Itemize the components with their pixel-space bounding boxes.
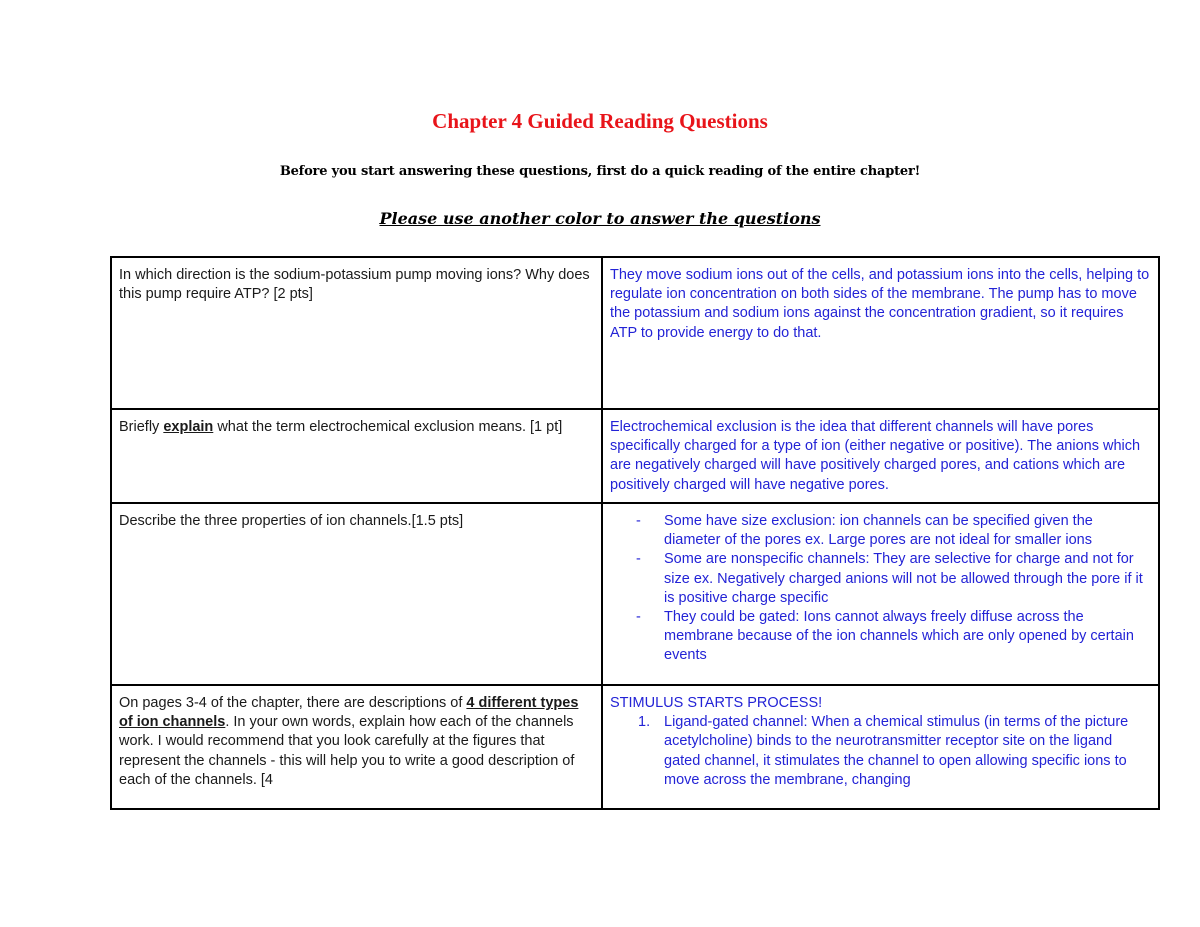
answer-cell (602, 685, 1159, 809)
page-title: Chapter 4 Guided Reading Questions (432, 109, 768, 133)
question-text-pre: Briefly (119, 419, 164, 435)
question-text-pre: On pages 3-4 of the chapter, there are descriptions of (119, 695, 467, 711)
questions-table (110, 256, 1160, 810)
table-row (111, 257, 1159, 409)
reading-note: Before you start answering these questions, first do a quick reading of the entire chapter! (279, 164, 921, 179)
list-item: - Some have size exclusion: ion channels can be specified given the diameter of the pores ex. Large pores are not ideal for smaller ions (664, 512, 1151, 550)
question-cell (111, 257, 602, 409)
answer-color-instruction: Please use another color to answer the questions (379, 209, 821, 228)
answer-cell (602, 503, 1159, 685)
answer-cell (602, 409, 1159, 503)
answer-text: Electrochemical exclusion is the idea that different channels will have pores specifically charged for a type of ion (either negative or positive). The anions which are negatively charged will have positively charged pores, and cations which are positively charged will have negative pores. (610, 419, 1141, 493)
list-item-text: Ligand-gated channel: When a chemical stimulus (in terms of the picture acetylcholine) binds to the neurotransmitter receptor site on the ligand gated channel, it stimulates the channel to open allowing specific ions to move across the membrane, changing (664, 714, 1129, 788)
question-emphasis: explain (163, 419, 214, 435)
question-emphasis: 4 different types of ion channels (119, 695, 579, 731)
question-text-post: what the term electrochemical exclusion means. [1 pt] (213, 419, 563, 435)
question-cell (111, 503, 602, 685)
question-text: In which direction is the sodium-potassium pump moving ions? Why does this pump require ATP? [2 pts] (119, 267, 590, 303)
channels-list (610, 713, 1151, 790)
table-row (111, 409, 1159, 503)
list-marker: 1. (638, 714, 651, 731)
question-text: Describe the three properties of ion channels.[1.5 pts] (119, 513, 464, 529)
list-item (638, 713, 1151, 790)
question-text-post: . In your own words, explain how each of the channels work. I would recommend that you look carefully at the figures that represent the channels - this will help you to write a good description of each of the channels. [4 (119, 714, 575, 788)
answer-text: They move sodium ions out of the cells, and potassium ions into the cells, helping to regulate ion concentration on both sides of the membrane. The pump has to move the potassium and sodium ions against the concentration gradient, so it requires ATP to provide energy to do that. (610, 267, 1150, 341)
answer-cell (602, 257, 1159, 409)
question-cell (111, 685, 602, 809)
table-row (111, 685, 1159, 809)
properties-list (610, 512, 1151, 666)
answer-heading: STIMULUS STARTS PROCESS! (610, 695, 823, 711)
list-item: - Some are nonspecific channels: They are selective for charge and not for size ex. Negatively charged anions will not be allowed through the pore if it is positive charge specific (664, 550, 1151, 608)
list-item: - They could be gated: Ions cannot always freely diffuse across the membrane because of the ion channels which are only opened by certain events (664, 608, 1151, 666)
table-row (111, 503, 1159, 685)
question-cell (111, 409, 602, 503)
